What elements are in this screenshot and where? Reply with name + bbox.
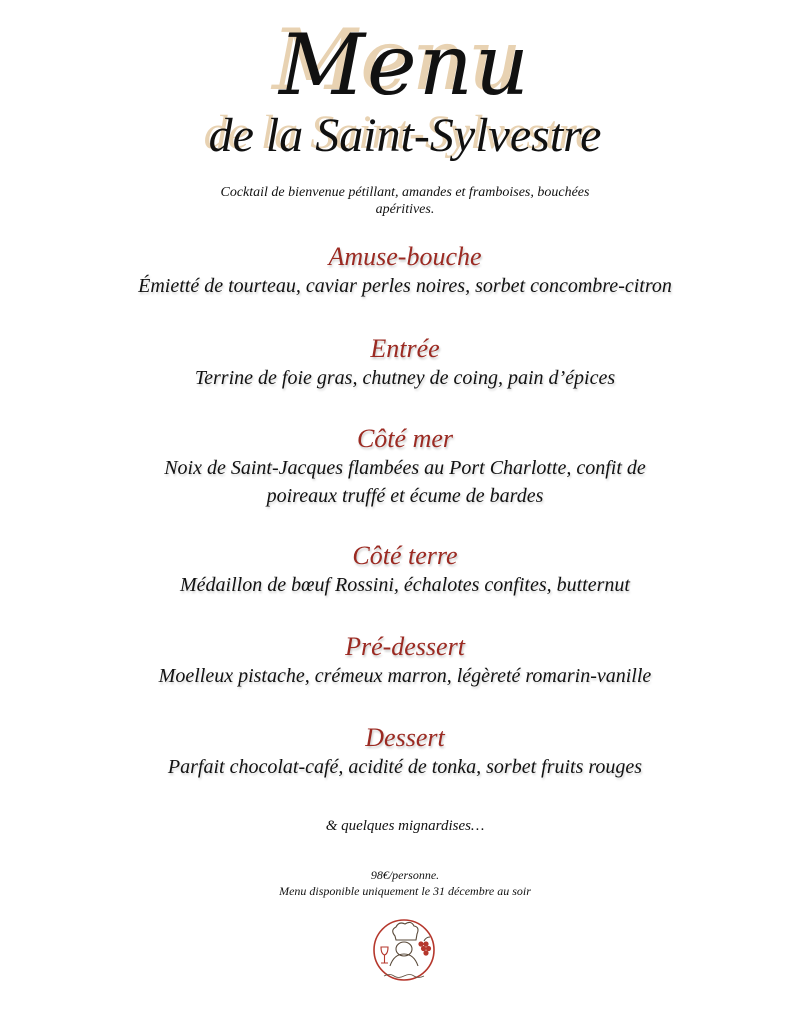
restaurant-logo-icon (364, 912, 444, 992)
course-title: Côté terre (352, 541, 458, 570)
course-cote-mer (40, 424, 770, 510)
course-description: Médaillon de bœuf Rossini, échalotes confites, butternut (180, 574, 630, 596)
course-dessert (40, 723, 770, 781)
course-title: Amuse-bouche (328, 242, 482, 271)
course-pre-dessert (40, 632, 770, 690)
course-description: Noix de Saint-Jacques flambées au Port Charlotte, confit de poireaux truffé et écume de bardes (164, 457, 646, 507)
price-per-person: 98€/personne. (370, 868, 440, 882)
course-description: Terrine de foie gras, chutney de coing, pain d’épices (194, 367, 616, 389)
course-description: Moelleux pistache, crémeux marron, légèreté romarin-vanille (158, 665, 652, 687)
menu-subtitle: de la Saint-Sylvestre (208, 109, 602, 162)
course-amuse-bouche (40, 242, 770, 300)
welcome-cocktail-text: Cocktail de bienvenue pétillant, amandes et framboises, bouchées apéritives. (220, 185, 590, 217)
menu-title: Menu (279, 16, 531, 114)
course-title: Entrée (370, 334, 440, 363)
course-description: Émietté de tourteau, caviar perles noires, sorbet concombre-citron (138, 275, 672, 297)
course-description: Parfait chocolat-café, acidité de tonka, sorbet fruits rouges (167, 756, 643, 778)
course-title: Côté mer (356, 424, 454, 453)
course-title: Dessert (365, 723, 445, 752)
course-title: Pré-dessert (345, 632, 465, 661)
course-entree (40, 334, 770, 392)
course-cote-terre (40, 541, 770, 599)
mignardises-note: & quelques mignardises… (325, 818, 485, 834)
availability-note: Menu disponible uniquement le 31 décembre au soir (279, 884, 531, 898)
